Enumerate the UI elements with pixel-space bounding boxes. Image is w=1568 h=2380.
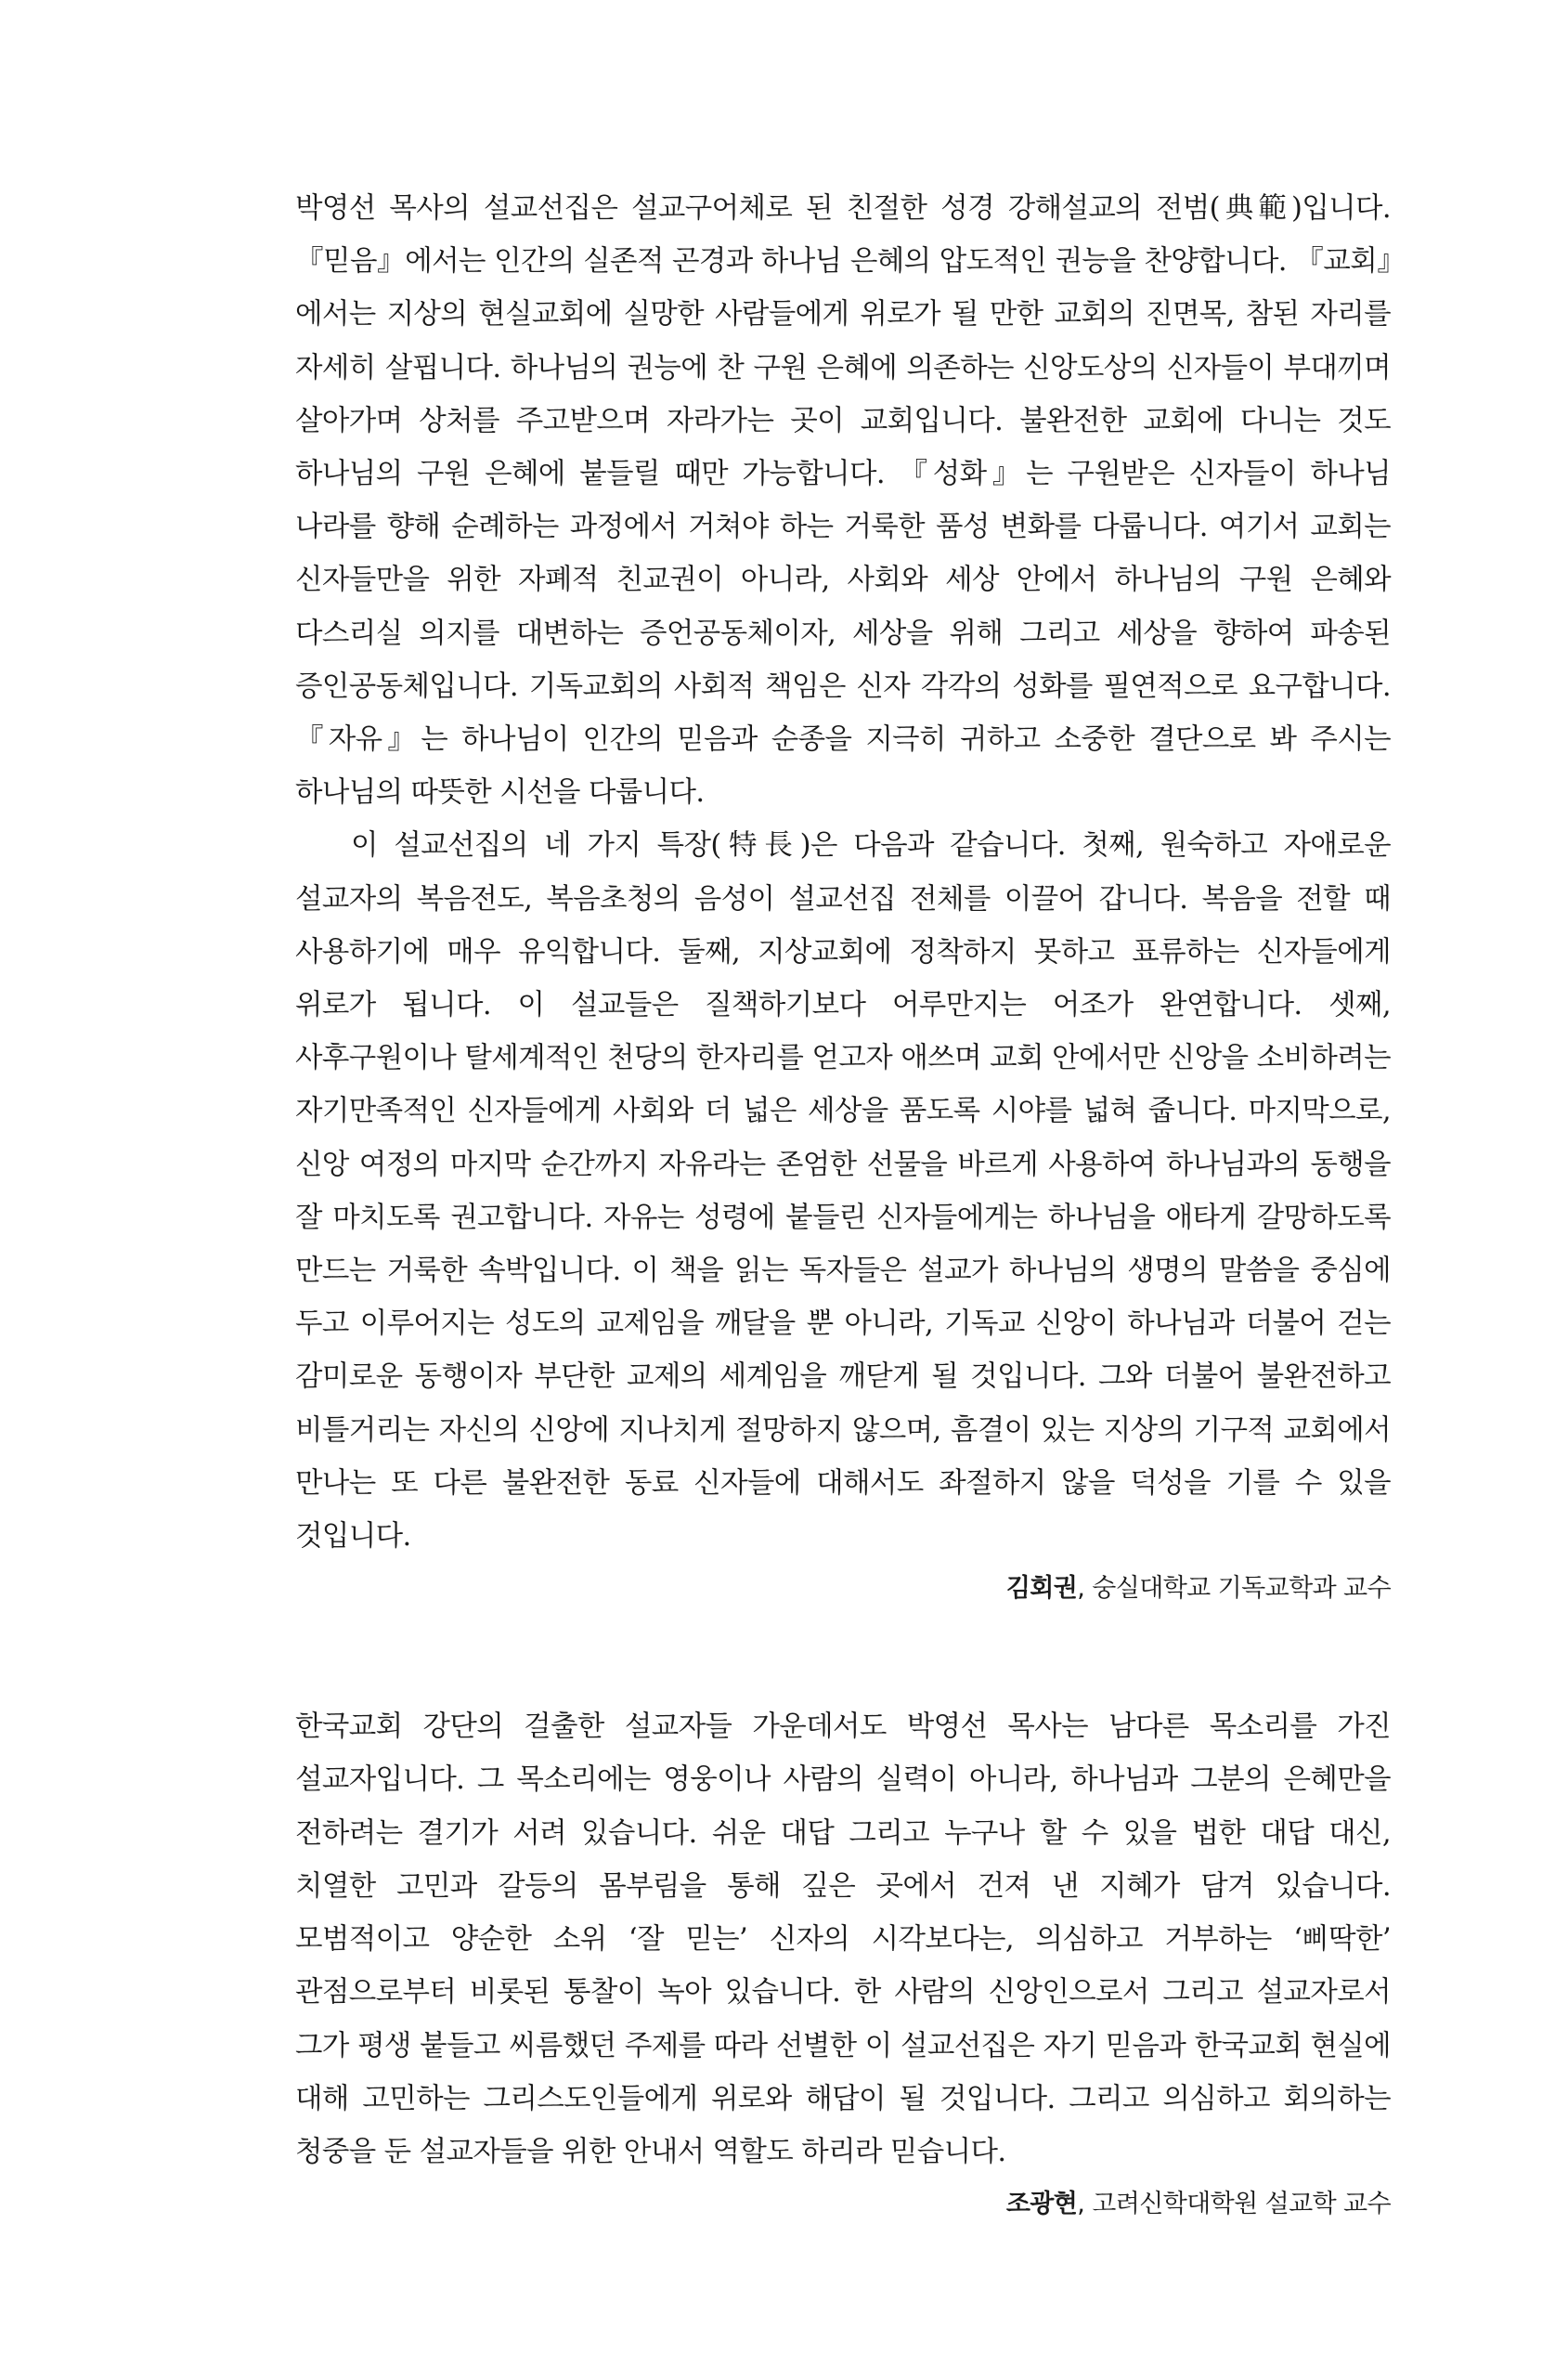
review-cho-signature [295,2184,1391,2225]
reviewer-name: 김회권 [1005,1574,1078,1604]
review-kim [295,182,1391,1609]
review-kim-signature [295,1568,1391,1609]
review-cho [295,1700,1391,2225]
reviewer-title: , 고려신학대학원 설교학 교수 [1077,2190,1391,2219]
reviewer-title: , 숭실대학교 기독교학과 교수 [1077,1574,1391,1604]
review-kim-paragraph-1: 박영선 목사의 설교선집은 설교구어체로 된 친절한 성경 강해설교의 전범(典範)입니다. 『믿음』에서는 인간의 실존적 곤경과 하나님 은혜의 압도적인 권능을 찬양합니다. 『교회』에서는 지상의 현실교회에 실망한 사람들에게 위로가 될 만한 교회의 진면목, 참된 자리를 자세히 살핍니다. 하나님의 권능에 찬 구원 은혜에 의존하는 신앙도상의 신자들이 부대끼며 살아가며 상처를 주고받으며 자라가는 곳이 교회입니다. 불완전한 교회에 다니는 것도 하나님의 구원 은혜에 붙들릴 때만 가능합니다. 『성화』는 구원받은 신자들이 하나님 나라를 향해 순례하는 과정에서 거쳐야 하는 거룩한 품성 변화를 다룹니다. 여기서 교회는 신자들만을 위한 자폐적 친교권이 아니라, 사회와 세상 안에서 하나님의 구원 은혜와 다스리실 의지를 대변하는 증언공동체이자, 세상을 위해 그리고 세상을 향하여 파송된 증인공동체입니다. 기독교회의 사회적 책임은 신자 각각의 성화를 필연적으로 요구합니다. 『자유』는 하나님이 인간의 믿음과 순종을 지극히 귀하고 소중한 결단으로 봐 주시는 하나님의 따뜻한 시선을 다룹니다. [295,192,1391,810]
section-gap [295,1609,1391,1700]
review-cho-paragraph-1: 한국교회 강단의 걸출한 설교자들 가운데서도 박영선 목사는 남다른 목소리를 가진 설교자입니다. 그 목소리에는 영웅이나 사람의 실력이 아니라, 하나님과 그분의 은혜만을 전하려는 결기가 서려 있습니다. 쉬운 대답 그리고 누구나 할 수 있을 법한 대답 대신, 치열한 고민과 갈등의 몸부림을 통해 깊은 곳에서 건져 낸 지혜가 담겨 있습니다. 모범적이고 양순한 소위 ‘잘 믿는’ 신자의 시각보다는, 의심하고 거부하는 ‘삐딱한’ 관점으로부터 비롯된 통찰이 녹아 있습니다. 한 사람의 신앙인으로서 그리고 설교자로서 그가 평생 붙들고 씨름했던 주제를 따라 선별한 이 설교선집은 자기 믿음과 한국교회 현실에 대해 고민하는 그리스도인들에게 위로와 해답이 될 것입니다. 그리고 의심하고 회의하는 청중을 둔 설교자들을 위한 안내서 역할도 하리라 믿습니다. [295,1710,1391,2168]
reviewer-name: 조광현 [1005,2190,1078,2219]
page-body [295,182,1391,2225]
review-kim-paragraph-2: 이 설교선집의 네 가지 특장(特長)은 다음과 같습니다. 첫째, 원숙하고 자애로운 설교자의 복음전도, 복음초청의 음성이 설교선집 전체를 이끌어 갑니다. 복음을 전할 때 사용하기에 매우 유익합니다. 둘째, 지상교회에 정착하지 못하고 표류하는 신자들에게 위로가 됩니다. 이 설교들은 질책하기보다 어루만지는 어조가 완연합니다. 셋째, 사후구원이나 탈세계적인 천당의 한자리를 얻고자 애쓰며 교회 안에서만 신앙을 소비하려는 자기만족적인 신자들에게 사회와 더 넓은 세상을 품도록 시야를 넓혀 줍니다. 마지막으로, 신앙 여정의 마지막 순간까지 자유라는 존엄한 선물을 바르게 사용하여 하나님과의 동행을 잘 마치도록 권고합니다. 자유는 성령에 붙들린 신자들에게는 하나님을 애타게 갈망하도록 만드는 거룩한 속박입니다. 이 책을 읽는 독자들은 설교가 하나님의 생명의 말씀을 중심에 두고 이루어지는 성도의 교제임을 깨달을 뿐 아니라, 기독교 신앙이 하나님과 더불어 걷는 감미로운 동행이자 부단한 교제의 세계임을 깨닫게 될 것입니다. 그와 더불어 불완전하고 비틀거리는 자신의 신앙에 지나치게 절망하지 않으며, 흠결이 있는 지상의 기구적 교회에서 만나는 또 다른 불완전한 동료 신자들에 대해서도 좌절하지 않을 덕성을 기를 수 있을 것입니다. [295,829,1391,1554]
